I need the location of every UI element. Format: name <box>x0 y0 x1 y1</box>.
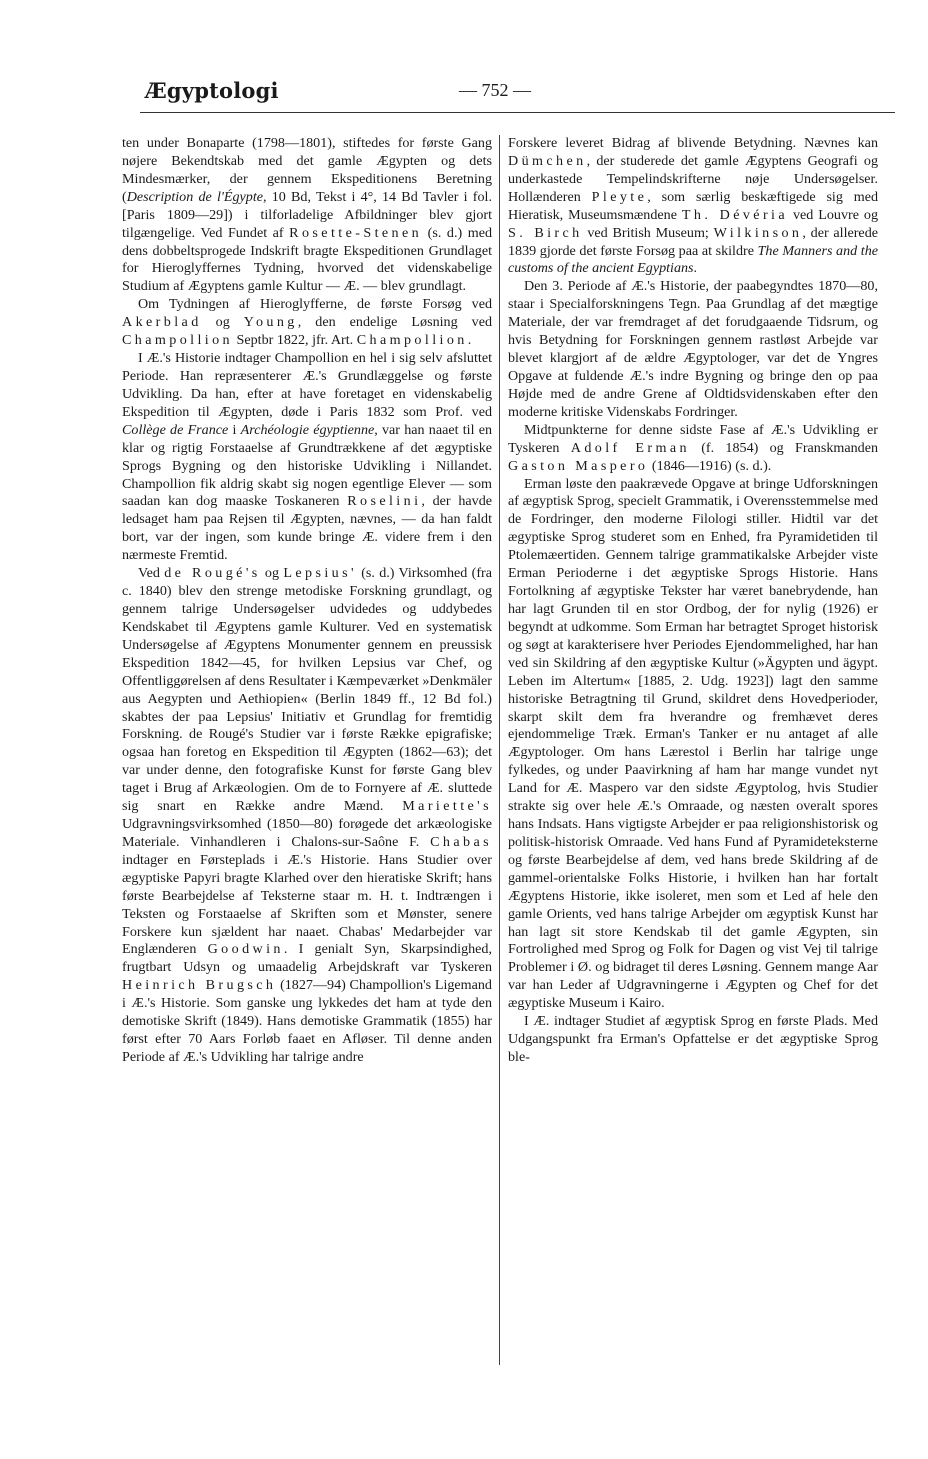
text-run: . I genialt Syn, Skarpsindighed, frugtbart Udsyn og umaadelig Arbejdskraft var Tyskeren <box>122 941 492 976</box>
text-run: , der studerede det gamle Ægyptens Geografi og underkastede Tempelindskrifterne nøje Undersøgelser. Hollænderen <box>508 152 878 205</box>
spaced-name: Mariette's <box>402 798 492 815</box>
text-run: (1846—1916) (s. d.). <box>648 457 772 474</box>
spaced-name: Th. Dévéria <box>681 206 789 223</box>
spaced-name: Dümchen <box>508 152 587 169</box>
text-run: , den endelige Løsning ved <box>297 314 492 331</box>
text-run: Septbr 1822, jfr. Art. <box>233 332 357 349</box>
text-run: og <box>260 565 284 582</box>
text-run: , 10 Bd, Tekst i 4°, 14 Bd Tavler i fol. [Paris 1809—29]) i tilforladelige Afbildninger blev gjort tilgængelige. Ved Fundet af <box>122 188 492 241</box>
spaced-name: Chabas <box>430 833 492 850</box>
spaced-name: Goodwin <box>207 941 284 958</box>
text-run: Midtpunkterne for denne sidste Fase af Æ.'s Udvikling er Tyskeren <box>508 421 878 456</box>
spaced-name: Young <box>243 314 298 331</box>
paragraph <box>122 565 492 1067</box>
text-run: indtager en Førsteplads i Æ.'s Historie. Hans Studier over ægyptiske Papyri bragte Klarhed over den hieratiske Skrift; hans første Bearbejdelse af Teksterne staar m. H. t. Indtrængen i Teksten og Forstaaelse af Skriften som et Mønster, senere Forskere kun sjældent har naaet. Chabas' Medarbejder var Englænderen <box>122 851 492 958</box>
text-run: i <box>228 421 241 438</box>
text-run: Forskere leveret Bidrag af blivende Betydning. Nævnes kan <box>508 135 878 151</box>
text-run: ved Louvre og <box>788 206 879 223</box>
spaced-name: Wilkinson <box>713 224 803 241</box>
text-run: ten under Bonaparte (1798—1801), stiftedes for første Gang nøjere Bekendtskab med det gamle Ægypten og dets Mindesmærker, der gennem Ekspeditionens Beretning ( <box>122 135 492 205</box>
spaced-name: Lepsius' <box>283 565 357 582</box>
paragraph <box>508 278 878 421</box>
text-run: (1827—94) Champollion's Ligemand i Æ.'s Historie. Som ganske ung lykkedes det ham at tyde den demotiske Skrift (1849). Hans demotiske Grammatik (1855) har først efter 70 Aars Forløb faaet en Afløser. Til denne anden Periode af Æ.'s Udvikling har talrige andre <box>122 977 492 1066</box>
text-run: Udgravningsvirksomhed (1850—80) forøgede det arkæologiske Materiale. Vinhandleren i Chalons-sur-Saône F. <box>122 816 492 850</box>
spaced-name: Rosette-Stenen <box>289 224 423 241</box>
text-run: (s. d.) med dens dobbeltsprogede Indskrift bragte Ekspeditionen Grundlaget for Hieroglyffernes Tydning, hvorved det videnskabelige Studium af Ægyptens gamle Kultur — Æ. — blev grundlagt. <box>122 224 492 295</box>
text-run: I Æ.'s Historie indtager Champollion en hel i sig selv afsluttet Periode. Han repræsenterer Æ.'s Grundlæggelse og første Udvikling. Da han, efter at have foretaget en videnskabelig Ekspedition til Ægypten, døde i Paris 1832 som Prof. ved <box>122 350 492 420</box>
running-head-title: Ægyptologi <box>145 78 279 103</box>
header-rule <box>140 112 895 113</box>
spaced-name: Champollion <box>356 332 468 349</box>
paragraph <box>508 476 878 1014</box>
spaced-name: Gaston Maspero <box>508 457 649 474</box>
left-column <box>122 135 492 1067</box>
italic-title: The Manners and the customs of the ancient Egyptians <box>508 242 878 277</box>
text-run: Erman løste den paakrævede Opgave at bringe Udforskningen af ægyptisk Sprog, specielt Grammatik, i Overensstemmelse med de Fordringer, den moderne Filologi stiller. Hidtil var det ægyptiske Sprog studeret som en Enhed, fra Pyramidetiden til Ptolemæertiden. Gennem talrige grammatikalske Arbejder viste Erman Perioderne i det ægyptiske Sprogs Historie. Hans Fortolkning af ægyptiske Tekster har været banebrydende, han har lagt Grunden til en stor Ordbog, der for nylig (1926) er begyndt at udkomme. Som Erman har betragtet Sproget historisk og søgt at karakterisere hver Periodes Ejendommelighed, har han ved sin Skildring af den ægyptiske Kultur (»Ägypten und ägypt. Leben im Altertum« [1885, 2. Udg. 1923]) lagt den samme historiske Betragtning til Grund, skildret dens Hovedperioder, skarpt skilt dem fra hverandre og fremhævet deres ejendommelige Træk. Erman's Tanker er nu antaget af alle Ægyptologer. Om hans Lærestol i Berlin har talrige unge fylkedes, og under Paavirkning af ham har mange vundet nyt Land for Æ. Maspero var den sidste Ægyptolog, hvis Studier strakte sig over hele Æ.'s Omraade, og næsten overalt spores hans Indsats. Hans vigtigste Arbejder er paa religionshistorisk og politisk-historisk Omraade. Ved hans Fund af Pyramideteksterne og første Bearbejdelse af dem, ved hans brede Skildring af de gammel-orientalske Folks Historie, i hvilken han har fortalt Ægyptens Historie, ikke isoleret, men som et Led af hele den gamle Orients, ved hans talrige Arbejder om ægyptisk Kunst har han lagt sit store Kendskab til det gamle Ægypten, sin Fortrolighed med Sprog og Folk for Dagen og vist Vej til talrige Problemer i Ø. og bidraget til deres Løsning. Gennem mange Aar var han Leder af Udgravningerne i Ægypten og Chef for det ægyptiske Museum i Kairo. <box>508 475 878 1012</box>
spaced-name: Heinrich Brugsch <box>122 977 277 994</box>
paragraph <box>508 422 878 476</box>
paragraph <box>508 135 878 278</box>
text-run: og <box>201 314 244 331</box>
text-run: ved British Museum; <box>582 224 714 241</box>
italic-title: Archéologie égyptienne <box>240 421 375 438</box>
paragraph <box>122 350 492 565</box>
text-run: , som særlig beskæftigede sig med Hieratisk, Museumsmændene <box>508 188 878 223</box>
paragraph <box>122 135 492 296</box>
text-run: , var han naaet til en klar og rigtig Forstaaelse af Grundtrækkene af det ægyptiske Sprogs Bygning og den historiske Udvikling i Nillandet. Champollion fik aldrig skabt sig nogen egentlige Elever — som saadan kan dog maaske Toskaneren <box>122 421 493 510</box>
text-run: Om Tydningen af Hieroglyfferne, de første Forsøg ved <box>138 296 492 313</box>
spaced-name: Pleyte <box>591 188 648 205</box>
paragraph <box>122 296 492 350</box>
text-run: Ved <box>138 565 165 582</box>
italic-title: Collège de France <box>122 421 229 438</box>
text-run: I Æ. indtager Studiet af ægyptisk Sprog en første Plads. Med Udgangspunkt fra Erman's Opfattelse er det ægyptiske Sprog ble- <box>508 1013 878 1066</box>
spaced-name: Adolf Erman <box>570 439 690 456</box>
italic-title: Description de l'Égypte <box>126 188 264 205</box>
text-run: Den 3. Periode af Æ.'s Historie, der paabegyndtes 1870—80, staar i Specialforskningens Tegn. Paa Grundlag af det mægtige Materiale, der var fremdraget af det forudgaaende Tidsrum, og hvis Betydning for Forskningen gennem rastløst Arbejde var blevet klargjort af de ældre Ægyptologer, var det de Yngres Opgave at fuldende Æ.'s indre Bygning og bringe den op paa Højde med de andre Grene af Oldtidsvidenskaben efter den moderne kritiske Videnskabs Fordringer. <box>508 278 878 420</box>
text-run: (s. d.) Virksomhed (fra c. 1840) blev den strenge metodiske Forskning grundlagt, og gennem talrige Undersøgelser udvidedes og uddybedes Kendskabet til Ægyptens gamle Kulturer. Ved en systematisk Undersøgelse af Ægyptens Monumenter gennem en preussisk Ekspedition 1842—45, for hvilken Lepsius var Chef, og Offentliggørelsen af dens Resultater i Kæmpeværket »Denkmäler aus Aegypten und Aethiopien« (Berlin 1849 ff., 12 Bd fol.) skabtes der paa Lepsius' Initiativ et Grundlag for fremtidig Forskning. de Rougé's Studier var i første Række epigrafiske; ogsaa han foretog en Ekspedition til Ægypten (1862—63); det var under denne, den fotografiske Kunst for første Gang blev taget i Brug af Arkæologien. Om de to Fornyere af Æ. sluttede sig snart en Række andre Mænd. <box>122 565 492 815</box>
spaced-name: S. Birch <box>508 224 583 241</box>
spaced-name: Akerblad <box>122 314 202 331</box>
column-divider <box>499 135 500 1365</box>
text-run: . <box>693 260 698 277</box>
text-run: (f. 1854) og Franskmanden <box>689 439 878 456</box>
page-number: — 752 — <box>459 80 531 100</box>
right-column <box>508 135 878 1067</box>
spaced-name: Roselini <box>347 493 422 510</box>
text-run: , der allerede 1839 gjorde det første Forsøg paa at skildre <box>508 224 878 259</box>
spaced-name: Champollion <box>122 332 233 349</box>
spaced-name: de Rougé's <box>164 565 261 582</box>
text-run: . <box>467 332 472 349</box>
text-run: , der havde ledsaget ham paa Rejsen til Ægypten, nævnes, — da han faldt bort, var der ingen, som kunde bringe Æ. videre frem i den nærmeste Fremtid. <box>122 493 493 564</box>
paragraph <box>508 1013 878 1067</box>
